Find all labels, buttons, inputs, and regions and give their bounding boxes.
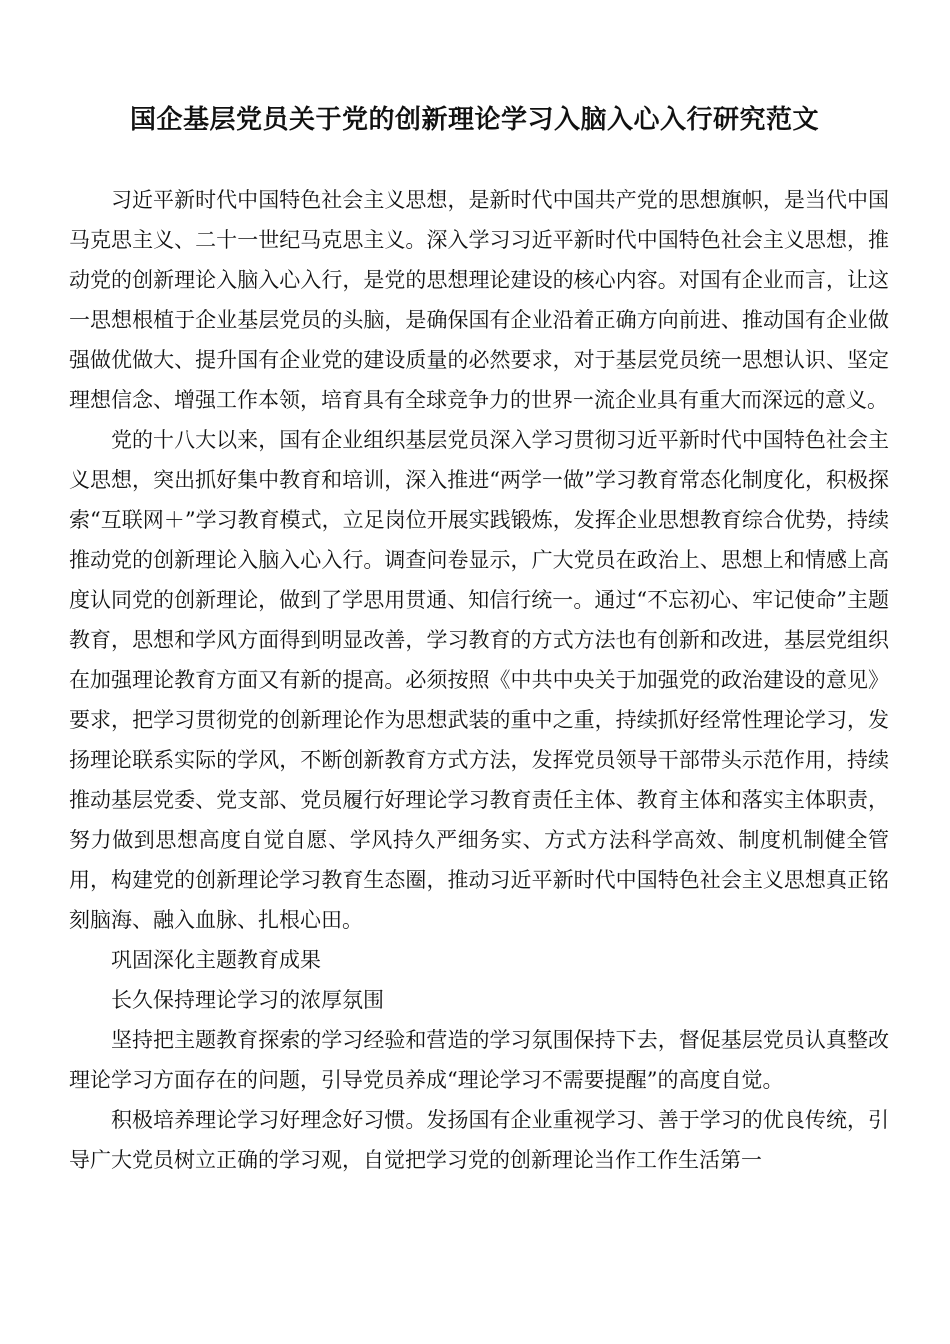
paragraph-habits: 积极培养理论学习好理念好习惯。发扬国有企业重视学习、善于学习的优良传统，引导广大党员树立正确的学习观，自觉把学习党的创新理论当作工作生活第一 bbox=[69, 1108, 889, 1172]
paragraph-atmosphere: 坚持把主题教育探索的学习经验和营造的学习氛围保持下去，督促基层党员认真整改理论学习方面存在的问题，引导党员养成“理论学习不需要提醒”的高度自觉。 bbox=[69, 1028, 889, 1092]
subsection-heading: 长久保持理论学习的浓厚氛围 bbox=[111, 988, 384, 1012]
document-body bbox=[69, 180, 889, 1180]
paragraph-intro: 习近平新时代中国特色社会主义思想，是新时代中国共产党的思想旗帜，是当代中国马克思主义、二十一世纪马克思主义。深入学习习近平新时代中国特色社会主义思想，推动党的创新理论入脑入心入行，是党的思想理论建设的核心内容。对国有企业而言，让这一思想根植于企业基层党员的头脑，是确保国有企业沿着正确方向前进、推动国有企业做强做优做大、提升国有企业党的建设质量的必然要求，对于基层党员统一思想认识、坚定理想信念、增强工作本领，培育具有全球竞争力的世界一流企业具有重大而深远的意义。 bbox=[69, 188, 889, 412]
paragraph-progress: 党的十八大以来，国有企业组织基层党员深入学习贯彻习近平新时代中国特色社会主义思想，突出抓好集中教育和培训，深入推进“两学一做”学习教育常态化制度化，积极探索“互联网＋”学习教育模式，立足岗位开展实践锻炼，发挥企业思想教育综合优势，持续推动党的创新理论入脑入心入行。调查问卷显示，广大党员在政治上、思想上和情感上高度认同党的创新理论，做到了学思用贯通、知信行统一。通过“不忘初心、牢记使命”主题教育，思想和学风方面得到明显改善，学习教育的方式方法也有创新和改进，基层党组织在加强理论教育方面又有新的提高。必须按照《中共中央关于加强党的政治建设的意见》要求，把学习贯彻党的创新理论作为思想武装的重中之重，持续抓好经常性理论学习，发扬理论联系实际的学风，不断创新教育方式方法，发挥党员领导干部带头示范作用，持续推动基层党委、党支部、党员履行好理论学习教育责任主体、教育主体和落实主体职责，努力做到思想高度自觉自愿、学风持久严细务实、方式方法科学高效、制度机制健全管用，构建党的创新理论学习教育生态圈，推动习近平新时代中国特色社会主义思想真正铭刻脑海、融入血脉、扎根心田。 bbox=[69, 428, 889, 932]
section-heading: 巩固深化主题教育成果 bbox=[111, 948, 321, 972]
document-title: 国企基层党员关于党的创新理论学习入脑入心入行研究范文 bbox=[130, 105, 820, 135]
